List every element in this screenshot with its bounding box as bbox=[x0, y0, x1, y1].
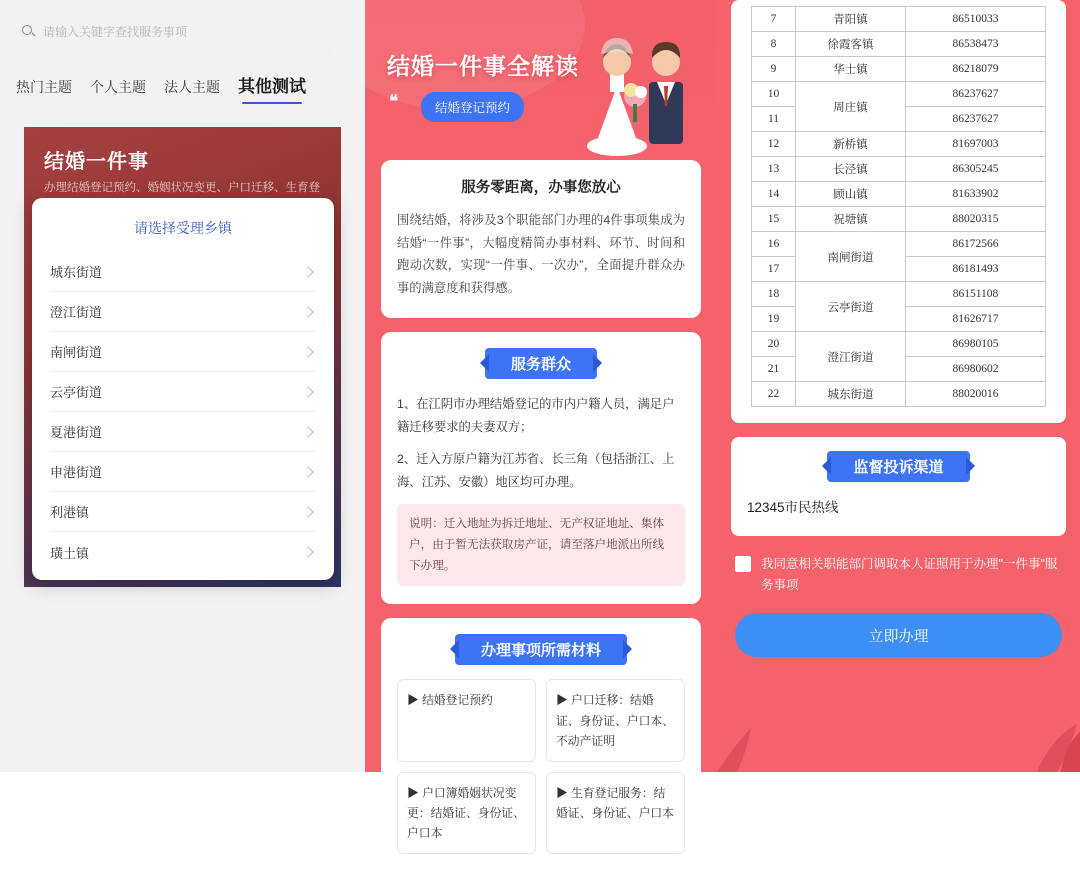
cell-township: 云亭街道 bbox=[796, 282, 906, 332]
cell-index: 11 bbox=[752, 107, 796, 132]
supervise-heading-wrap bbox=[747, 451, 1050, 482]
cell-index: 15 bbox=[752, 207, 796, 232]
chevron-right-icon bbox=[302, 546, 313, 557]
cell-index: 14 bbox=[752, 182, 796, 207]
tab-other-test[interactable]: 其他测试 bbox=[238, 72, 306, 104]
cell-index: 22 bbox=[752, 382, 796, 407]
cell-index: 7 bbox=[752, 7, 796, 32]
cell-index: 10 bbox=[752, 82, 796, 107]
chevron-right-icon bbox=[302, 306, 313, 317]
table-row bbox=[752, 57, 1046, 82]
banner-title: 结婚一件事 bbox=[44, 151, 149, 173]
cell-index: 9 bbox=[752, 57, 796, 82]
township-phone-table bbox=[751, 6, 1046, 407]
cell-phone: 86237627 bbox=[906, 82, 1046, 107]
cell-phone: 86305245 bbox=[906, 157, 1046, 182]
tab-legal-theme[interactable]: 法人主题 bbox=[164, 79, 220, 95]
panel-service-list bbox=[0, 0, 365, 772]
cell-phone: 86172566 bbox=[906, 232, 1046, 257]
audience-card bbox=[381, 332, 701, 605]
cell-phone: 86980105 bbox=[906, 332, 1046, 357]
search-icon bbox=[22, 25, 35, 38]
cell-index: 17 bbox=[752, 257, 796, 282]
wedding-couple-illustration bbox=[587, 24, 707, 154]
chevron-right-icon bbox=[302, 386, 313, 397]
table-row bbox=[752, 232, 1046, 257]
cell-index: 21 bbox=[752, 357, 796, 382]
list-item[interactable] bbox=[50, 252, 316, 292]
township-label: 云亭街道 bbox=[50, 385, 103, 400]
township-label: 璜土镇 bbox=[50, 545, 90, 561]
materials-card bbox=[381, 618, 701, 871]
quote-mark-icon: ❝ bbox=[389, 92, 399, 111]
cell-phone: 88020315 bbox=[906, 207, 1046, 232]
agreement-label: 我同意相关职能部门调取本人证照用于办理"一件事"服务事项 bbox=[761, 557, 1058, 592]
list-item[interactable] bbox=[50, 372, 316, 412]
township-label: 南闸街道 bbox=[50, 345, 103, 360]
cell-phone: 81633902 bbox=[906, 182, 1046, 207]
list-item[interactable] bbox=[50, 492, 316, 532]
bottom-decoration bbox=[717, 702, 1080, 772]
list-item[interactable] bbox=[50, 412, 316, 452]
cell-township: 徐霞客镇 bbox=[796, 32, 906, 57]
audience-heading: 服务群众 bbox=[485, 348, 597, 379]
cell-index: 13 bbox=[752, 157, 796, 182]
list-item[interactable] bbox=[50, 292, 316, 332]
cell-township: 华士镇 bbox=[796, 57, 906, 82]
hotline-text: 12345市民热线 bbox=[747, 500, 839, 515]
table-row bbox=[752, 182, 1046, 207]
submit-button[interactable]: 立即办理 bbox=[735, 613, 1062, 657]
cell-township: 祝塘镇 bbox=[796, 207, 906, 232]
cell-index: 16 bbox=[752, 232, 796, 257]
cell-index: 18 bbox=[752, 282, 796, 307]
cell-township: 青阳镇 bbox=[796, 7, 906, 32]
cell-index: 19 bbox=[752, 307, 796, 332]
township-label: 利港镇 bbox=[50, 505, 90, 520]
cell-index: 8 bbox=[752, 32, 796, 57]
page-title: 结婚一件事全解读 bbox=[387, 53, 579, 79]
intro-card bbox=[381, 160, 701, 318]
list-item[interactable] bbox=[50, 532, 316, 572]
material-item[interactable]: ▶ 户口簿婚姻状况变更：结婚证、身份证、户口本 bbox=[397, 772, 536, 854]
cell-index: 20 bbox=[752, 332, 796, 357]
cell-phone: 81697003 bbox=[906, 132, 1046, 157]
audience-item: 1、在江阴市办理结婚登记的市内户籍人员，满足户籍迁移要求的夫妻双方； bbox=[397, 396, 675, 434]
cell-phone: 86980602 bbox=[906, 357, 1046, 382]
cell-phone: 81626717 bbox=[906, 307, 1046, 332]
township-label: 申港街道 bbox=[50, 465, 103, 480]
table-row bbox=[752, 7, 1046, 32]
chevron-right-icon bbox=[302, 346, 313, 357]
table-row bbox=[752, 207, 1046, 232]
cell-township: 澄江街道 bbox=[796, 332, 906, 382]
cell-phone: 86538473 bbox=[906, 32, 1046, 57]
chevron-right-icon bbox=[302, 266, 313, 277]
material-item[interactable]: ▶ 生育登记服务：结婚证、身份证、户口本 bbox=[546, 772, 685, 854]
cell-phone: 86237627 bbox=[906, 107, 1046, 132]
material-item[interactable]: ▶ 户口迁移：结婚证、身份证、户口本、不动产证明 bbox=[546, 679, 685, 761]
cell-phone: 86151108 bbox=[906, 282, 1046, 307]
banner-subtitle: 办理结婚登记预约、婚姻状况变更、户口迁移、生育登 bbox=[44, 182, 320, 194]
material-item[interactable]: ▶ 结婚登记预约 bbox=[397, 679, 536, 761]
search-input[interactable] bbox=[22, 16, 343, 46]
township-select-modal bbox=[32, 198, 334, 580]
table-row bbox=[752, 282, 1046, 307]
chevron-right-icon bbox=[302, 426, 313, 437]
township-phone-table-card bbox=[731, 0, 1066, 423]
table-row bbox=[752, 82, 1046, 107]
audience-item: 2、迁入方原户籍为江苏省、长三角（包括浙江、上海、江苏、安徽）地区均可办理。 bbox=[397, 452, 675, 490]
hero-header bbox=[365, 0, 717, 160]
list-item[interactable] bbox=[50, 452, 316, 492]
township-label: 澄江街道 bbox=[50, 305, 103, 320]
cell-phone: 86510033 bbox=[906, 7, 1046, 32]
search-placeholder: 请输入关键字查找服务事项 bbox=[43, 24, 188, 39]
intro-body: 围绕结婚，将涉及3个职能部门办理的4件事项集成为结婚“一件事”，大幅度精简办事材料、环节、时间和跑动次数，实现“一件事、一次办”，全面提升群众办事的满意度和获得感。 bbox=[397, 213, 685, 296]
table-row bbox=[752, 32, 1046, 57]
chevron-right-icon bbox=[302, 466, 313, 477]
tab-personal-theme[interactable]: 个人主题 bbox=[90, 79, 146, 95]
audience-heading-wrap bbox=[397, 348, 685, 379]
cell-township: 城东街道 bbox=[796, 382, 906, 407]
chevron-right-icon bbox=[302, 506, 313, 517]
materials-heading: 办理事项所需材料 bbox=[455, 634, 627, 665]
theme-tabs bbox=[0, 62, 365, 104]
agreement-checkbox[interactable] bbox=[735, 556, 751, 572]
materials-heading-wrap bbox=[397, 634, 685, 665]
appointment-badge[interactable]: 结婚登记预约 bbox=[421, 92, 524, 122]
search-bar[interactable] bbox=[0, 0, 365, 62]
agreement-row[interactable] bbox=[735, 554, 1062, 595]
table-row bbox=[752, 332, 1046, 357]
cell-phone: 86218079 bbox=[906, 57, 1046, 82]
table-row bbox=[752, 157, 1046, 182]
table-row bbox=[752, 132, 1046, 157]
modal-title: 请选择受理乡镇 bbox=[134, 220, 232, 236]
table-row bbox=[752, 382, 1046, 407]
intro-heading: 服务零距离，办事您放心 bbox=[461, 180, 621, 196]
cell-township: 顾山镇 bbox=[796, 182, 906, 207]
cell-township: 新桥镇 bbox=[796, 132, 906, 157]
supervise-heading: 监督投诉渠道 bbox=[827, 451, 969, 482]
township-label: 城东街道 bbox=[50, 265, 103, 280]
supervise-card bbox=[731, 437, 1066, 536]
cell-phone: 88020016 bbox=[906, 382, 1046, 407]
audience-note: 说明：迁入地址为拆迁地址、无产权证地址、集体户，由于暂无法获取房产证，请至落户地派出所线下办理。 bbox=[397, 504, 685, 587]
cell-township: 南闸街道 bbox=[796, 232, 906, 282]
cell-township: 周庄镇 bbox=[796, 82, 906, 132]
cell-township: 长泾镇 bbox=[796, 157, 906, 182]
panel-marriage-guide bbox=[365, 0, 717, 840]
panel-contacts-submit bbox=[717, 0, 1080, 772]
township-label: 夏港街道 bbox=[50, 425, 103, 440]
cell-phone: 86181493 bbox=[906, 257, 1046, 282]
list-item[interactable] bbox=[50, 332, 316, 372]
tab-hot-theme[interactable]: 热门主题 bbox=[16, 79, 72, 95]
materials-grid bbox=[397, 679, 685, 853]
cell-index: 12 bbox=[752, 132, 796, 157]
